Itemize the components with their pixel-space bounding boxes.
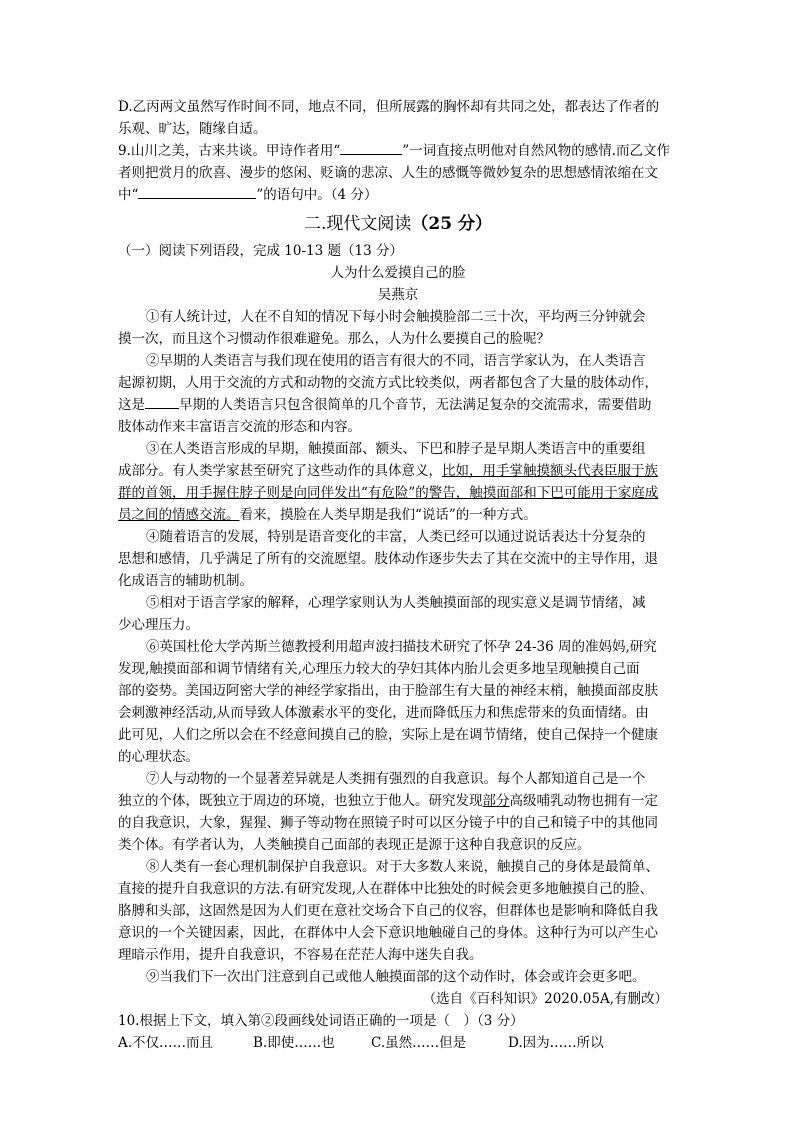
section-title: 二.现代文阅读 <box>304 214 412 234</box>
paragraph-1 <box>118 306 678 350</box>
answer-blank[interactable] <box>138 186 256 199</box>
text-line: 胳膊和头部，这固然是因为人们更在意社交场合下自己的仪容，但群体也是影响和降低自我 <box>118 903 658 919</box>
text-line: ②早期的人类语言与我们现在使用的语言有很大的不同，语言学家认为，在人类语言 <box>146 353 646 369</box>
question-stem: 10.根据上下文，填入第②段画线处词语正确的一项是（ ）（3 分） <box>118 1013 524 1029</box>
option-c[interactable]: C.虽然……但是 <box>371 1035 467 1051</box>
p3-text: 成部分。有人类学家甚至研究了这些动作的具体意义， <box>118 463 442 479</box>
text-line: 的自我意识，大象，猩猩、狮子等动物在照镜子时可以区分镜子中的自己和镜子中的其他同 <box>118 815 658 831</box>
text-line: ⑤相对于语言学家的解释，心理学家则认为人类触摸面部的现实意义是调节情绪，减 <box>146 595 646 611</box>
text-line: 部的姿势。美国迈阿密大学的神经学家指出，由于脸部生有大量的神经末梢，触摸面部皮肤 <box>118 683 658 699</box>
text-line: 少心理压力。 <box>118 617 199 633</box>
underlined-blank[interactable] <box>145 396 179 409</box>
answer-blank[interactable] <box>340 142 402 155</box>
q9-text: ”一词直接点明他对自然风物的感情.而乙文作 <box>402 143 670 159</box>
text-line: ⑨当我们下一次出门注意到自己或他人触摸面部的这个动作时，体会或许会更多吧。 <box>146 969 646 985</box>
text-line <box>118 482 678 504</box>
question-10 <box>118 1010 678 1054</box>
section-heading <box>118 208 678 240</box>
p7-text: 高级哺乳动物也拥有一定 <box>509 793 658 809</box>
part-intro: （一）阅读下列语段，完成 10-13 题（13 分） <box>118 243 403 259</box>
answer-options <box>118 1032 678 1054</box>
q9-text: 9.山川之美，古来共谈。甲诗作者用“ <box>118 143 341 159</box>
paragraph-6 <box>118 636 678 768</box>
text-line <box>118 394 678 416</box>
text-line: 直接的提升自我意识的方法.有研究发现,人在群体中比独处的时候会更多地触摸自己的脸、 <box>118 881 654 897</box>
p7-text: 独立的个体，既独立于周边的环境，也独立于他人。研究发现 <box>118 793 483 809</box>
text-line: 肢体动作来丰富语言交流的形态和内容。 <box>118 419 361 435</box>
paragraph-7 <box>118 768 678 856</box>
paragraph-3 <box>118 438 678 526</box>
underlined-sentence: 群的首领，用手握住脖子则是向同伴发出“有危险”的警告，触摸面部和下巴可能用于家庭成 <box>118 485 659 501</box>
text-line: ⑥英国杜伦大学芮斯兰德教授利用超声波扫描技术研究了怀孕 24-36 周的准妈妈,研究 <box>146 639 657 655</box>
text-line: ①有人统计过，人在不自知的情况下每小时会触摸脸部二三十次，平均两三分钟就会 <box>146 309 646 325</box>
underlined-word: 部分 <box>482 793 510 809</box>
q9-text: ”的语句中。（4 分） <box>256 187 378 203</box>
text-line <box>118 504 678 526</box>
text-line: 乐观、旷达，随缘自适。 <box>118 121 267 137</box>
text-line: 类个体。有学者认为，人类触摸自己面部的表现正是源于这种自我意识的反应。 <box>118 837 591 853</box>
text-line: 此可见，人们之所以会在不经意间摸自己的脸，实际上是在调节情绪，使自己保持一个健康 <box>118 727 658 743</box>
text-line: 起源初期，人用于交流的方式和动物的交流方式比较类似，两者都包含了大量的肢体动作， <box>118 375 658 391</box>
underlined-sentence: 员之间的情感交流。 <box>118 507 240 523</box>
paragraph-5 <box>118 592 678 636</box>
text-line: D.乙丙两文虽然写作时间不同，地点不同，但所展露的胸怀却有共同之处，都表达了作者的 <box>118 99 660 115</box>
text-line: 会刺激神经活动,从而导致人体激素水平的变化，进而降低压力和焦虑带来的负面情绪。由 <box>118 705 649 721</box>
option-b[interactable]: B.即使……也 <box>253 1035 335 1051</box>
text-line: ③在人类语言形成的早期，触摸面部、额头、下巴和脖子是早期人类语言中的重要组 <box>146 441 646 457</box>
article-title: 人为什么爱摸自己的脸 <box>330 265 466 281</box>
text-line: ⑧人类有一套心理机制保护自我意识。对于大多数人来说，触摸自己的身体是最简单、 <box>146 859 659 875</box>
q9-text: 中“ <box>118 187 139 203</box>
question-8-option-d <box>118 96 678 140</box>
text-line: ⑦人与动物的一个显著差异就是人类拥有强烈的自我意识。每个人都知道自己是一个 <box>146 771 646 787</box>
paragraph-8 <box>118 856 678 966</box>
option-a[interactable]: A.不仅……而且 <box>118 1035 214 1051</box>
p2-text: 早期的人类语言只包含很简单的几个音节，无法满足复杂的交流需求，需要借助 <box>179 397 652 413</box>
text-line: 意识的一个关键因素，因此，在群体中人会下意识地触碰自己的身体。这种行为可以产生心 <box>118 925 658 941</box>
question-9 <box>118 140 678 206</box>
option-d[interactable]: D.因为……所以 <box>508 1035 604 1051</box>
paragraph-9 <box>118 966 678 988</box>
text-line <box>118 460 678 482</box>
p3-text: 看来，摸脸在人类早期是我们“说话”的一种方式。 <box>239 507 537 523</box>
text-line <box>118 790 678 812</box>
text-line: 化成语言的辅助机制。 <box>118 573 253 589</box>
underlined-sentence: 比如，用手掌触摸额头代表臣服于族 <box>442 463 658 479</box>
text-line <box>118 140 678 162</box>
source-citation: （选自《百科知识》2020.05A,有删改） <box>422 991 668 1007</box>
text-line <box>118 184 678 206</box>
text-line: 者则把赏月的欣喜、漫步的悠闲、贬谪的悲凉、人生的感慨等微妙复杂的思想感情浓缩在文 <box>118 165 658 181</box>
text-line: 思想和感情，几乎满足了所有的交流愿望。肢体动作逐步失去了其在交流中的主导作用，退 <box>118 551 658 567</box>
text-line: 发现,触摸面部和调节情绪有关,心理压力较大的孕妇其体内胎儿会更多地呈现触摸自己面 <box>118 661 640 677</box>
section-score: （25 分） <box>411 214 492 234</box>
text-line: 的心理状态。 <box>118 749 199 765</box>
exam-page <box>118 96 678 1054</box>
text-line: 摸一次，而且这个习惯动作很难避免。那么，人为什么要摸自己的脸呢？ <box>118 331 550 347</box>
paragraph-4 <box>118 526 678 592</box>
text-line: 理暗示作用，提升自我意识，不容易在茫茫人海中迷失自我。 <box>118 947 483 963</box>
text-line: ④随着语言的发展，特别是语音变化的丰富，人类已经可以通过说话表达十分复杂的 <box>146 529 646 545</box>
article-author: 吴燕京 <box>377 287 419 303</box>
p2-text: 这是 <box>118 397 145 413</box>
paragraph-2 <box>118 350 678 438</box>
